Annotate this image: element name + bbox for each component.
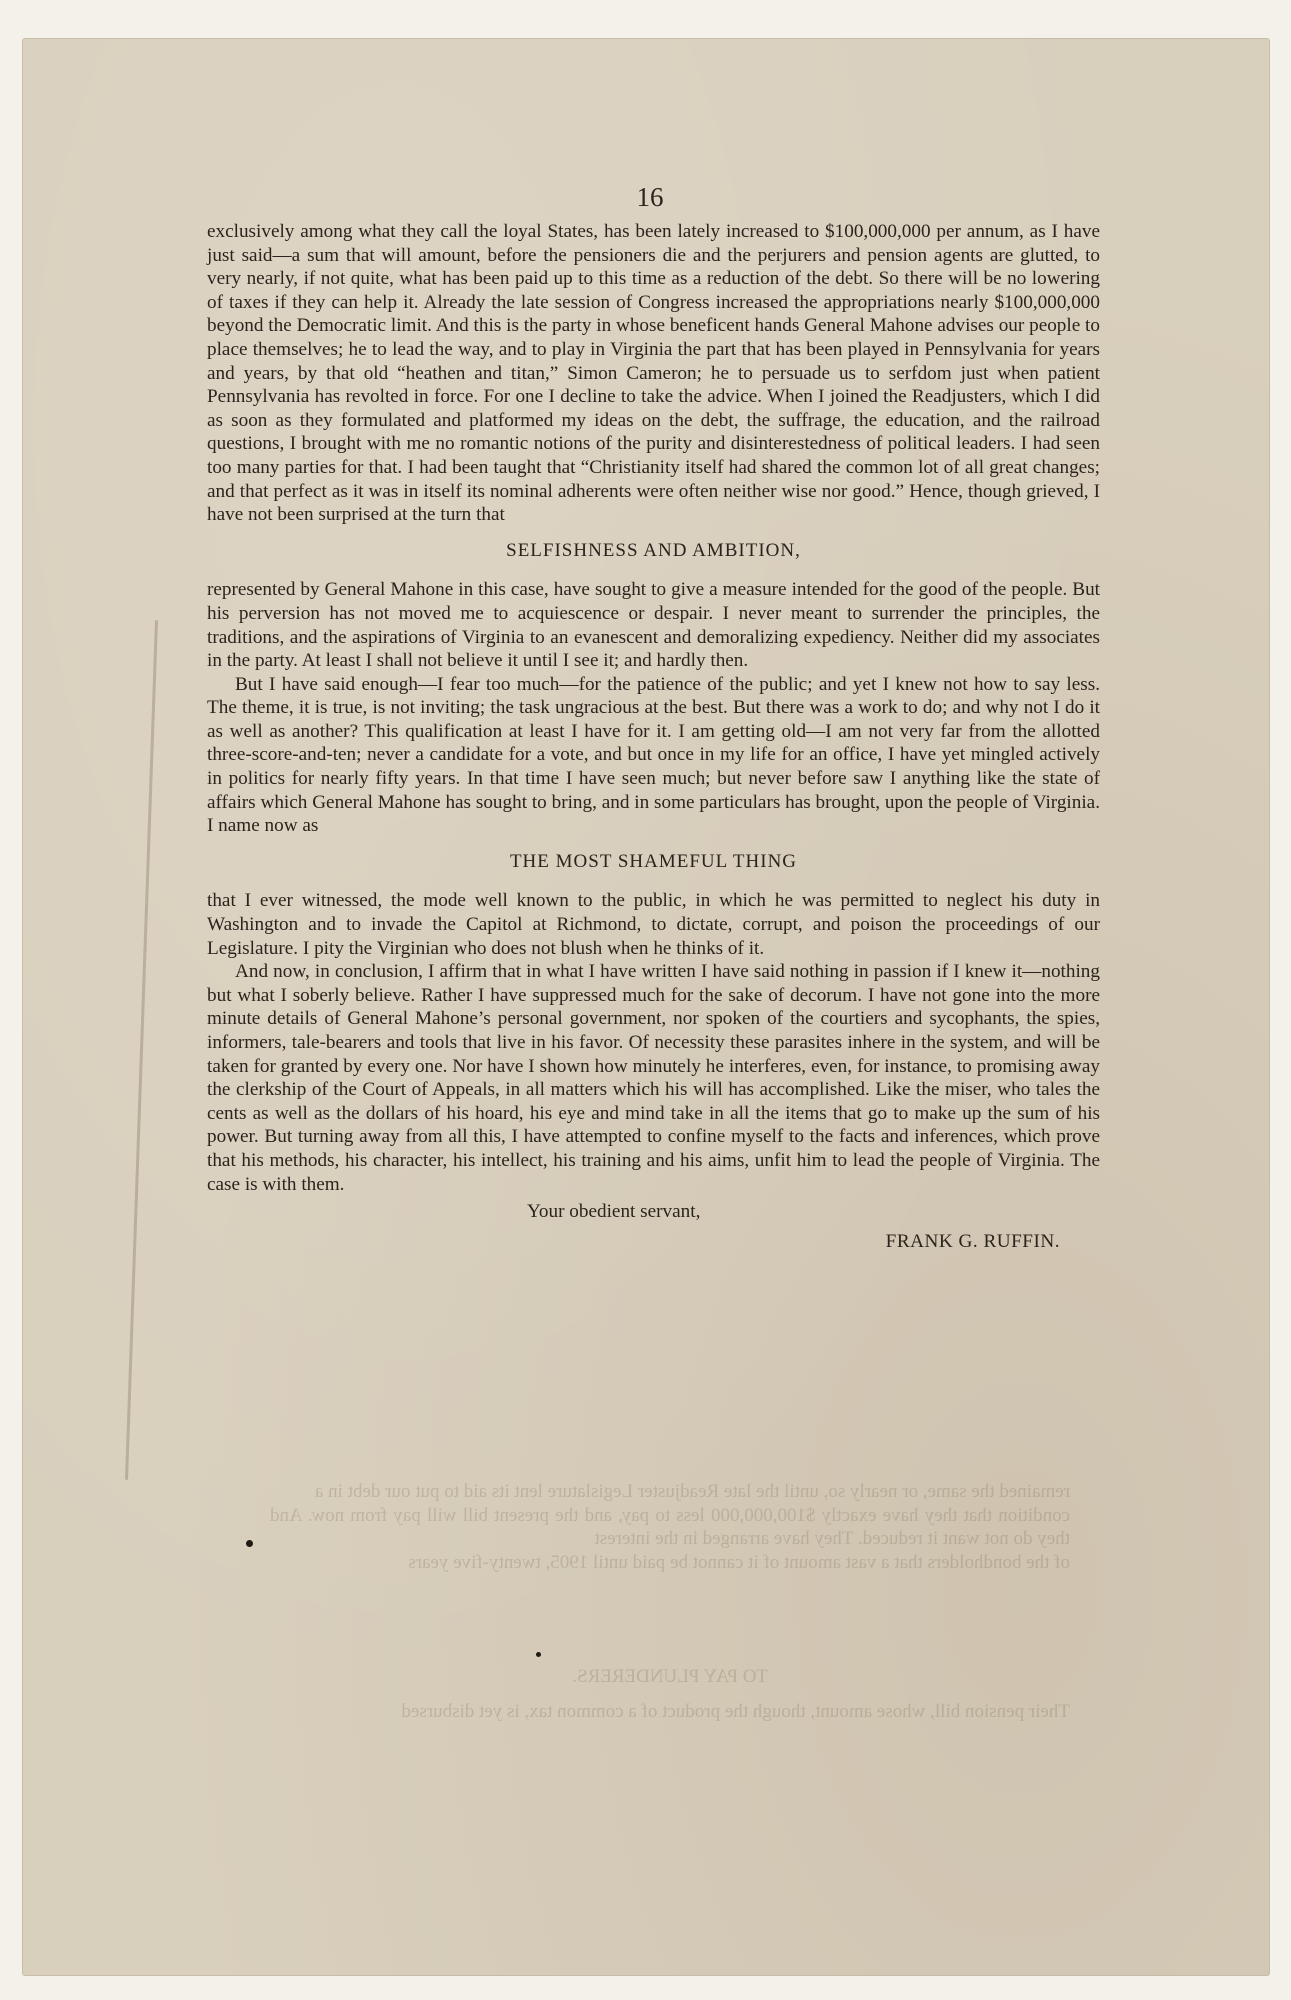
paragraph-4: that I ever witnessed, the mode well known to the public, in which he was permitted to neglect his duty in Washington and to invade the Capitol at Richmond, to dictate, corrupt, and poison the proceedings of our Legislature. I pity the Virginian who does not blush when he thinks of it. (207, 890, 1100, 959)
ink-spot (246, 1540, 253, 1547)
show-through-line: Their pension bill, whose amount, though the product of a common tax, is yet disbursed (401, 1701, 1070, 1722)
closing-salutation: Your obedient servant, (527, 1201, 701, 1223)
show-through-line: of the bondholders that a vast amount of it cannot be paid until 1905, twenty-five years (408, 1551, 1070, 1573)
show-through-line: condition that they have exactly $100,000,000 less to pay, and the present bill will pay from now. And they do not want it reduced. They have arranged in the interest (270, 1504, 1070, 1550)
ink-spot (536, 1652, 541, 1657)
document-body (207, 180, 1100, 1253)
page-number: 16 (636, 182, 664, 212)
heading-most-shameful-thing: THE MOST SHAMEFUL THING (509, 850, 798, 872)
signature: FRANK G. RUFFIN. (885, 1230, 1060, 1252)
paragraph-1: exclusively among what they call the loyal States, has been lately increased to $100,000,000 per annum, as I have just said—a sum that will amount, before the pensioners die and the perjurers and pension agents are glutted, to very nearly, if not quite, what has been paid up to this time as a reduction of the debt. So there will be no lowering of taxes if they can help it. Already the late session of Congress increased the appropriations nearly $100,000,000 beyond the Democratic limit. And this is the party in whose beneficent hands General Mahone advises our people to place themselves; he to lead the way, and to play in Virginia the part that has been played in Pennsylvania for years and years, by that old “heathen and titan,” Simon Cameron; he to persuade us to serfdom just when patient Pennsylvania has revolted in force. For one I decline to take the advice. When I joined the Readjusters, which I did as soon as they formulated and platformed my ideas on the debt, the suffrage, the education, and the railroad questions, I brought with me no romantic notions of the purity and disinterestedness of political leaders. I had seen too many parties for that. I had been taught that “Christianity itself had shared the common lot of all great changes; and that perfect as it was in itself its nominal adherents were often neither wise nor good.” Hence, though grieved, I have not been surprised at the turn that (207, 221, 1100, 526)
paragraph-2: represented by General Mahone in this case, have sought to give a measure intended for the good of the people. But his perversion has not moved me to acquiescence or despair. I never meant to surrender the principles, the traditions, and the aspirations of Virginia to an evanescent and demoralizing expediency. Neither did my associates in the party. At least I shall not believe it until I see it; and hardly then. (207, 579, 1100, 672)
show-through-text (270, 1480, 1070, 1574)
heading-selfishness-and-ambition: SELFISHNESS AND AMBITION, (506, 539, 801, 561)
paragraph-5: And now, in conclusion, I affirm that in what I have written I have said nothing in passion if I knew it—nothing but what I soberly believe. Rather I have suppressed much for the sake of decorum. I have not gone into the more minute details of General Mahone’s personal government, nor spoken of the courtiers and sycophants, the spies, informers, tale-bearers and tools that live in his favor. Of necessity these parasites inhere in the system, and will be taken for granted by every one. Nor have I shown how minutely he interferes, even, for instance, to promising away the clerkship of the Court of Appeals, in all matters which his will has accomplished. Like the miser, who tales the cents as well as the dollars of his hoard, his eye and mind take in all the items that go to make up the sum of his power. But turning away from all this, I have attempted to confine myself to the facts and inferences, which prove that his methods, his character, his intellect, his training and his aims, unfit him to lead the people of Virginia. The case is with them. (207, 961, 1100, 1195)
show-through-line: remained the same, or nearly so, until the late Readjuster Legislature lent its aid to put our debt in a (314, 1481, 1070, 1502)
paragraph-3: But I have said enough—I fear too much—for the patience of the public; and yet I knew not how to say less. The theme, it is true, is not inviting; the task ungracious at the best. But there was a work to do; and why not I do it as well as another? This qualification at least I have for it. I am getting old—I am not very far from the allotted three-score-and-ten; never a candidate for a vote, and but once in my life for an office, I have yet mingled actively in politics for nearly fifty years. In that time I have seen much; but never before saw I anything like the state of affairs which General Mahone has sought to bring, and in some particulars has brought, upon the people of Virginia. I name now as (207, 673, 1100, 837)
show-through-heading: TO PAY PLUNDERERS. (572, 1666, 768, 1687)
